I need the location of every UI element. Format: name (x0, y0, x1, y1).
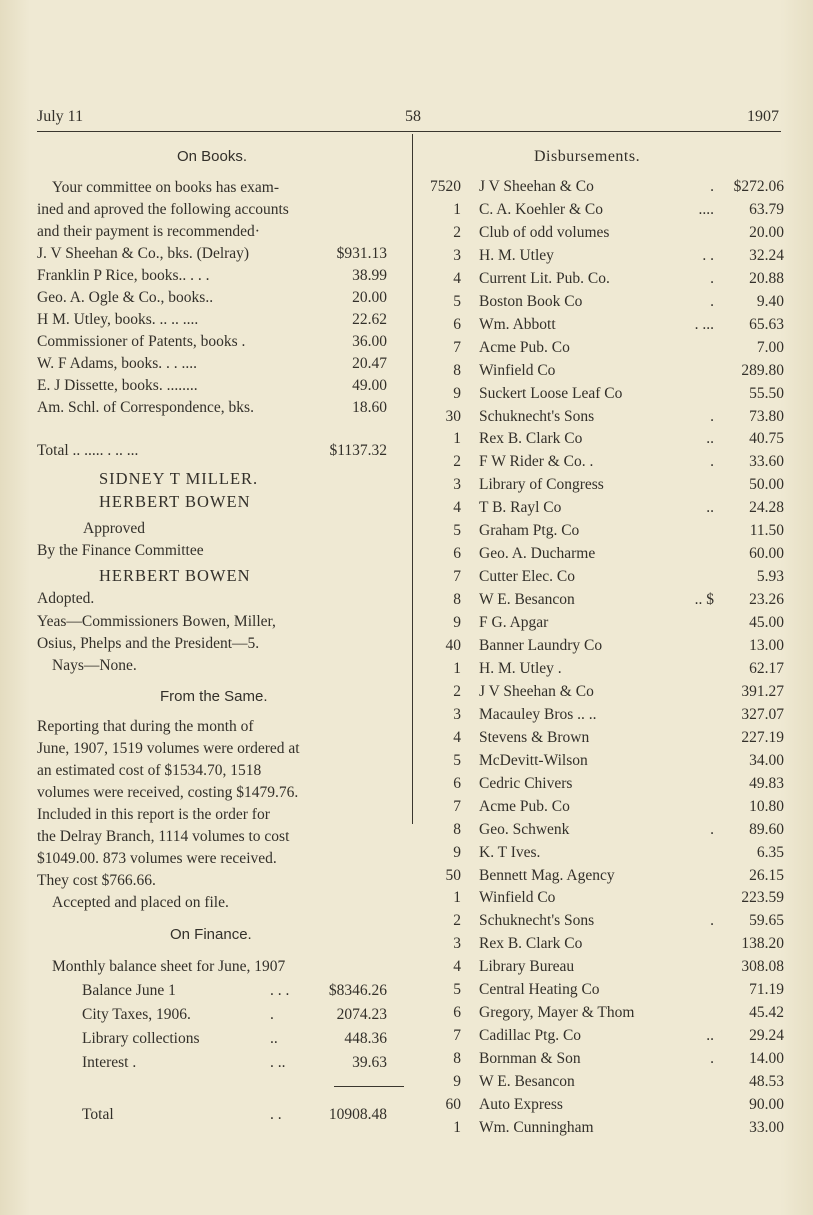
disbursement-row (414, 660, 784, 683)
from-same-line: They cost $766.66. (37, 872, 156, 889)
disbursement-payee: H. M. Utley (479, 246, 554, 264)
disbursement-payee: Rex B. Clark Co (479, 935, 583, 953)
books-total-amount: $1137.32 (329, 442, 387, 459)
disbursement-payee: C. A. Koehler & Co (479, 200, 603, 218)
disbursement-amount: 289.80 (741, 361, 784, 379)
disbursement-amount: 55.50 (749, 384, 784, 402)
disbursement-amount: 90.00 (749, 1096, 784, 1113)
disbursement-number: 1 (453, 430, 461, 448)
disbursement-row (414, 889, 784, 912)
disbursement-number: 3 (453, 476, 461, 494)
disbursement-payee: Schuknecht's Sons (479, 912, 595, 930)
disbursement-row (414, 293, 784, 316)
book-account-label: H M. Utley, books. .. .. .... (37, 311, 199, 328)
disbursement-number: 7520 (430, 178, 461, 195)
disbursement-row (414, 362, 784, 385)
disbursement-payee: Geo. A. Ducharme (479, 545, 596, 563)
disbursement-number: 9 (453, 384, 461, 402)
disbursement-amount: 6.35 (756, 843, 784, 861)
disbursement-number: 9 (453, 1073, 461, 1091)
disbursement-payee: Bornman & Son (479, 1050, 581, 1068)
disbursement-row (414, 981, 784, 1004)
disbursement-amount: 5.93 (756, 568, 784, 586)
disbursement-amount: 327.07 (741, 705, 784, 723)
disbursement-number: 8 (453, 1050, 461, 1068)
disbursement-number: 3 (453, 935, 461, 953)
disbursement-row (414, 453, 784, 476)
column-divider (412, 134, 413, 824)
disbursement-payee: F G. Apgar (479, 614, 549, 632)
disbursement-amount: 71.19 (749, 981, 784, 999)
disbursement-row (414, 339, 784, 362)
disbursement-row (414, 752, 784, 775)
disbursement-number: 6 (453, 774, 461, 792)
book-account-amount: 22.62 (352, 311, 387, 328)
disbursement-amount: 391.27 (741, 682, 784, 700)
disbursement-amount: 308.08 (741, 958, 784, 976)
on-finance-heading: On Finance. (170, 926, 252, 943)
disbursement-dots: . (710, 912, 714, 930)
book-account-label: Franklin P Rice, books.. . . . (37, 267, 210, 284)
disbursement-dots: . (710, 407, 714, 425)
disbursement-payee: Library Bureau (479, 958, 575, 976)
disbursement-number: 9 (453, 614, 461, 632)
finance-dots: .. (270, 1030, 278, 1047)
book-account-amount: 20.00 (352, 289, 387, 306)
disbursement-dots: . (710, 178, 714, 195)
disbursement-row (414, 178, 784, 201)
disbursement-number: 9 (453, 843, 461, 861)
disbursement-row (414, 798, 784, 821)
book-account-label: W. F Adams, books. . . .... (37, 355, 198, 372)
disbursement-row (414, 1096, 784, 1119)
disbursement-dots: .... (698, 200, 714, 218)
disbursement-amount: 138.20 (741, 935, 784, 953)
disbursement-amount: 62.17 (749, 659, 784, 677)
book-account-amount: 36.00 (352, 333, 387, 350)
disbursement-number: 1 (453, 659, 461, 677)
nays-line: Nays—None. (52, 657, 137, 674)
books-total-label: Total .. ..... . .. ... (37, 442, 139, 459)
disbursement-payee: Stevens & Brown (479, 728, 590, 746)
disbursement-payee: Schuknecht's Sons (479, 407, 595, 425)
disbursement-payee: Auto Express (479, 1096, 563, 1113)
disbursement-payee: F W Rider & Co. . (479, 453, 594, 471)
disbursement-number: 6 (453, 315, 461, 333)
disbursement-number: 7 (453, 338, 461, 356)
disbursement-payee: Gregory, Mayer & Thom (479, 1004, 635, 1022)
disbursement-dots: .. (706, 499, 714, 517)
disbursement-number: 2 (453, 912, 461, 930)
disbursement-amount: 89.60 (749, 820, 784, 838)
disbursement-amount: 40.75 (749, 430, 784, 448)
disbursement-number: 60 (445, 1096, 461, 1113)
disbursement-amount: 50.00 (749, 476, 784, 494)
from-same-line: June, 1907, 1519 volumes were ordered at (37, 740, 300, 757)
disbursement-number: 1 (453, 1118, 461, 1136)
disbursement-row (414, 247, 784, 270)
disbursement-amount: 49.83 (749, 774, 784, 792)
adopted-label: Adopted. (37, 590, 95, 607)
disbursement-payee: Cadillac Ptg. Co (479, 1027, 582, 1045)
disbursement-row (414, 821, 784, 844)
disbursement-row (414, 1073, 784, 1096)
disbursement-row (414, 637, 784, 660)
disbursement-number: 40 (445, 637, 461, 654)
disbursement-number: 3 (453, 705, 461, 723)
disbursement-amount: 20.00 (749, 223, 784, 241)
disbursement-row (414, 224, 784, 247)
book-account-amount: 18.60 (352, 399, 387, 416)
disbursement-row (414, 867, 784, 890)
on-books-heading: On Books. (177, 148, 248, 165)
disbursement-number: 3 (453, 246, 461, 264)
disbursement-row (414, 1119, 784, 1142)
disbursement-row (414, 499, 784, 522)
disbursement-payee: Wm. Cunningham (479, 1118, 594, 1136)
disbursement-row (414, 522, 784, 545)
disbursement-dots: .. (706, 1027, 714, 1045)
disbursement-number: 8 (453, 591, 461, 609)
disbursement-number: 1 (453, 889, 461, 907)
finance-label: Interest . (82, 1054, 137, 1071)
finance-label: Balance June 1 (82, 982, 176, 999)
disbursement-payee: Club of odd volumes (479, 223, 610, 241)
disbursement-row (414, 201, 784, 224)
disbursement-payee: Current Lit. Pub. Co. (479, 269, 610, 287)
page-number: 58 (405, 108, 421, 125)
disbursement-payee: J V Sheehan & Co (479, 178, 594, 195)
disbursement-payee: Acme Pub. Co (479, 338, 570, 356)
finance-total-amount: 10908.48 (328, 1106, 387, 1123)
disbursement-payee: Suckert Loose Leaf Co (479, 384, 623, 402)
disbursement-amount: 7.00 (756, 338, 784, 356)
disbursement-dots: . (710, 1050, 714, 1068)
book-account-amount: 38.99 (352, 267, 387, 284)
from-same-line: Reporting that during the month of (37, 718, 254, 735)
disbursement-row (414, 683, 784, 706)
disbursement-payee: Macauley Bros .. .. (479, 705, 597, 723)
approved-label: Approved (83, 520, 145, 537)
disbursement-number: 4 (453, 958, 461, 976)
disbursement-row (414, 430, 784, 453)
disbursement-amount: 34.00 (749, 751, 784, 769)
disbursement-dots: . (710, 269, 714, 287)
finance-total-label: Total (82, 1106, 114, 1123)
finance-amount: $8346.26 (328, 982, 387, 999)
disbursement-amount: 48.53 (749, 1073, 784, 1091)
disbursement-amount: 23.26 (749, 591, 784, 609)
finance-amount: 39.63 (352, 1054, 387, 1071)
disbursement-number: 7 (453, 797, 461, 815)
from-same-heading: From the Same. (160, 688, 268, 705)
disbursement-amount: 33.60 (749, 453, 784, 471)
disbursement-payee: Cedric Chivers (479, 774, 573, 792)
disbursement-number: 50 (445, 866, 461, 884)
disbursement-amount: 26.15 (749, 866, 784, 884)
disbursement-amount: 45.42 (749, 1004, 784, 1022)
from-same-line: Included in this report is the order for (37, 806, 270, 823)
book-account-amount: 49.00 (352, 377, 387, 394)
disbursement-amount: 9.40 (756, 292, 784, 310)
disbursement-row (414, 476, 784, 499)
disbursement-row (414, 729, 784, 752)
disbursement-payee: McDevitt-Wilson (479, 751, 588, 769)
disbursement-payee: Library of Congress (479, 476, 604, 494)
disbursement-number: 2 (453, 223, 461, 241)
disbursement-amount: 223.59 (741, 889, 784, 907)
from-same-line: an estimated cost of $1534.70, 1518 (37, 762, 262, 779)
disbursement-row (414, 1004, 784, 1027)
from-same-line: volumes were received, costing $1479.76. (37, 784, 299, 801)
disbursement-row (414, 591, 784, 614)
disbursement-row (414, 706, 784, 729)
disbursement-payee: W E. Besancon (479, 1073, 575, 1091)
by-finance-committee: By the Finance Committee (37, 542, 204, 559)
disbursement-payee: Central Heating Co (479, 981, 600, 999)
disbursement-dots: . (710, 292, 714, 310)
disbursement-number: 5 (453, 751, 461, 769)
finance-total-dots: . . (270, 1106, 282, 1123)
disbursement-row (414, 614, 784, 637)
disbursement-number: 7 (453, 1027, 461, 1045)
disbursement-number: 4 (453, 269, 461, 287)
disbursement-row (414, 844, 784, 867)
disbursement-number: 7 (453, 568, 461, 586)
header-date: July 11 (37, 108, 84, 125)
from-same-line: the Delray Branch, 1114 volumes to cost (37, 828, 290, 845)
book-account-label: E. J Dissette, books. ........ (37, 377, 198, 394)
disbursement-payee: H. M. Utley . (479, 659, 562, 677)
finance-intro: Monthly balance sheet for June, 1907 (52, 958, 286, 975)
disbursement-row (414, 1050, 784, 1073)
book-account-amount: 20.47 (352, 355, 387, 372)
disbursement-amount: 20.88 (749, 269, 784, 287)
disbursement-payee: Banner Laundry Co (479, 637, 603, 654)
disbursement-payee: K. T Ives. (479, 843, 541, 861)
disbursement-amount: 10.80 (749, 797, 784, 815)
disbursement-number: 4 (453, 728, 461, 746)
disbursement-row (414, 1027, 784, 1050)
disbursement-row (414, 775, 784, 798)
finance-amount: 448.36 (344, 1030, 387, 1047)
disbursement-row (414, 385, 784, 408)
disbursement-row (414, 958, 784, 981)
disbursement-payee: Geo. Schwenk (479, 820, 570, 838)
disbursement-dots: . (710, 820, 714, 838)
disbursement-number: 8 (453, 361, 461, 379)
disbursement-row (414, 270, 784, 293)
disbursement-dots: . (710, 453, 714, 471)
yeas-line-1: Yeas—Commissioners Bowen, Miller, (37, 613, 276, 630)
disbursement-payee: J V Sheehan & Co (479, 682, 594, 700)
disbursement-amount: 13.00 (749, 637, 784, 654)
disbursements-heading: Disbursements. (534, 148, 641, 165)
disbursement-amount: 227.19 (741, 728, 784, 746)
disbursement-amount: 14.00 (749, 1050, 784, 1068)
disbursement-dots: .. (706, 430, 714, 448)
on-books-intro-3: and their payment is recommended· (37, 223, 260, 240)
finance-label: City Taxes, 1906. (82, 1006, 191, 1023)
approver-name: HERBERT BOWEN (99, 566, 251, 585)
disbursement-payee: Acme Pub. Co (479, 797, 570, 815)
disbursement-row (414, 568, 784, 591)
disbursement-amount: 32.24 (749, 246, 784, 264)
yeas-line-2: Osius, Phelps and the President—5. (37, 635, 260, 652)
disbursement-dots: .. $ (694, 591, 714, 609)
disbursement-row (414, 935, 784, 958)
disbursement-payee: Graham Ptg. Co (479, 522, 580, 540)
disbursement-number: 5 (453, 522, 461, 540)
disbursement-amount: 65.63 (749, 315, 784, 333)
book-account-label: Geo. A. Ogle & Co., books.. (37, 289, 214, 306)
disbursement-payee: Rex B. Clark Co (479, 430, 583, 448)
disbursement-payee: Bennett Mag. Agency (479, 866, 615, 884)
disbursement-amount: 24.28 (749, 499, 784, 517)
disbursement-amount: 45.00 (749, 614, 784, 632)
disbursement-number: 5 (453, 981, 461, 999)
disbursement-number: 6 (453, 545, 461, 563)
disbursement-payee: Cutter Elec. Co (479, 568, 575, 586)
on-books-intro-2: ined and aproved the following accounts (37, 201, 289, 218)
disbursement-dots: . . (702, 246, 714, 264)
disbursement-payee: Boston Book Co (479, 292, 583, 310)
disbursement-number: 4 (453, 499, 461, 517)
disbursement-number: 1 (453, 200, 461, 218)
disbursement-payee: W E. Besancon (479, 591, 575, 609)
finance-dots: . (270, 1006, 274, 1023)
disbursement-payee: T B. Rayl Co (479, 499, 562, 517)
book-account-label: Commissioner of Patents, books . (37, 333, 246, 350)
disbursement-row (414, 912, 784, 935)
disbursement-row (414, 408, 784, 431)
disbursement-payee: Winfield Co (479, 889, 556, 907)
disbursement-amount: 59.65 (749, 912, 784, 930)
finance-dots: . .. (270, 1054, 286, 1071)
book-account-amount: $931.13 (336, 245, 387, 262)
disbursement-number: 8 (453, 820, 461, 838)
sum-rule (334, 1086, 404, 1087)
disbursement-row (414, 316, 784, 339)
disbursement-number: 6 (453, 1004, 461, 1022)
finance-dots: . . . (270, 982, 290, 999)
finance-label: Library collections (82, 1030, 200, 1047)
disbursement-number: 5 (453, 292, 461, 310)
signer-2: HERBERT BOWEN (99, 492, 251, 511)
disbursement-amount: 60.00 (749, 545, 784, 563)
on-books-intro-1: Your committee on books has exam- (52, 179, 280, 196)
disbursement-amount: $272.06 (733, 178, 784, 195)
disbursement-amount: 29.24 (749, 1027, 784, 1045)
disbursement-dots: . ... (694, 315, 714, 333)
header-year: 1907 (747, 108, 779, 125)
finance-amount: 2074.23 (336, 1006, 387, 1023)
disbursement-number: 30 (445, 407, 461, 425)
book-account-label: J. V Sheehan & Co., bks. (Delray) (37, 245, 250, 262)
disbursement-number: 2 (453, 682, 461, 700)
header-rule (37, 131, 781, 132)
book-account-label: Am. Schl. of Correspondence, bks. (37, 399, 254, 416)
page-header (37, 108, 779, 132)
disbursement-amount: 63.79 (749, 200, 784, 218)
from-same-line: Accepted and placed on file. (52, 894, 229, 911)
disbursement-amount: 33.00 (749, 1118, 784, 1136)
disbursement-number: 2 (453, 453, 461, 471)
from-same-line: $1049.00. 873 volumes were received. (37, 850, 277, 867)
disbursement-payee: Winfield Co (479, 361, 556, 379)
signer-1: SIDNEY T MILLER. (99, 469, 259, 488)
disbursement-payee: Wm. Abbott (479, 315, 556, 333)
disbursement-amount: 11.50 (749, 522, 784, 540)
disbursement-amount: 73.80 (749, 407, 784, 425)
disbursement-row (414, 545, 784, 568)
